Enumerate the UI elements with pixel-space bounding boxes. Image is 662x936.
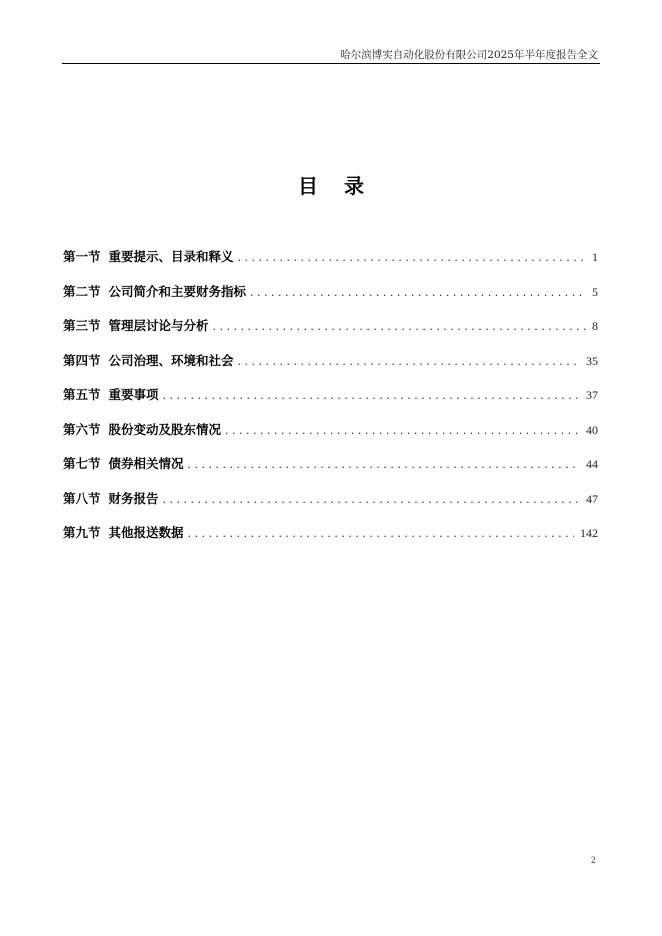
toc-dot-leader (188, 457, 580, 473)
toc-section-title: 重要提示、目录和释义 (108, 249, 234, 264)
toc-dot-leader (163, 492, 580, 508)
toc-section-title: 股份变动及股东情况 (108, 421, 222, 437)
toc-dot-leader (213, 319, 586, 335)
running-header: 哈尔滨博实自动化股份有限公司2025年半年度报告全文 (340, 49, 598, 61)
toc-section-title: 财务报告 (108, 490, 159, 506)
toc-page-number: 37 (586, 388, 598, 402)
toc-section-number: 第三节 (63, 318, 101, 333)
toc-entry[interactable] (63, 422, 598, 457)
toc-entry[interactable] (63, 284, 598, 319)
toc-section-number: 第九节 (63, 525, 101, 540)
toc-section-number: 第六节 (63, 421, 101, 437)
toc-section-title: 债券相关情况 (108, 456, 184, 471)
toc-dot-leader (188, 526, 574, 542)
toc-page-number: 40 (586, 422, 598, 437)
toc-page-number: 8 (592, 319, 598, 333)
toc-dot-leader (238, 354, 580, 370)
toc-page-number: 44 (586, 457, 598, 471)
toc-section-number: 第八节 (63, 490, 101, 506)
toc-page-number: 142 (580, 526, 598, 540)
toc-entry[interactable] (63, 491, 598, 526)
toc-section-title: 重要事项 (108, 387, 159, 402)
toc-entry[interactable] (63, 353, 598, 388)
toc-section-number: 第五节 (63, 387, 101, 402)
toc-section-number: 第一节 (63, 249, 101, 264)
toc-section-number: 第七节 (63, 456, 101, 471)
toc-page-number: 35 (586, 353, 598, 368)
toc-title: 目录 (298, 174, 390, 198)
toc-dot-leader (250, 285, 586, 301)
toc-entry[interactable] (63, 249, 598, 284)
table-of-contents (63, 249, 598, 560)
toc-dot-leader (238, 250, 586, 266)
toc-page-number: 1 (592, 250, 598, 264)
toc-entry[interactable] (63, 456, 598, 491)
toc-section-number: 第四节 (63, 352, 101, 368)
toc-page-number: 47 (586, 491, 598, 506)
toc-entry[interactable] (63, 318, 598, 353)
toc-section-title: 公司治理、环境和社会 (108, 352, 234, 368)
toc-section-number: 第二节 (63, 283, 101, 299)
toc-entry[interactable] (63, 387, 598, 422)
toc-page-number: 5 (592, 284, 598, 299)
page-number: 2 (591, 855, 596, 865)
toc-entry[interactable] (63, 525, 598, 560)
header-divider (62, 63, 600, 64)
toc-section-title: 其他报送数据 (108, 525, 184, 540)
toc-dot-leader (163, 388, 580, 404)
toc-section-title: 管理层讨论与分析 (108, 318, 209, 333)
toc-dot-leader (225, 423, 580, 439)
toc-section-title: 公司简介和主要财务指标 (108, 283, 247, 299)
